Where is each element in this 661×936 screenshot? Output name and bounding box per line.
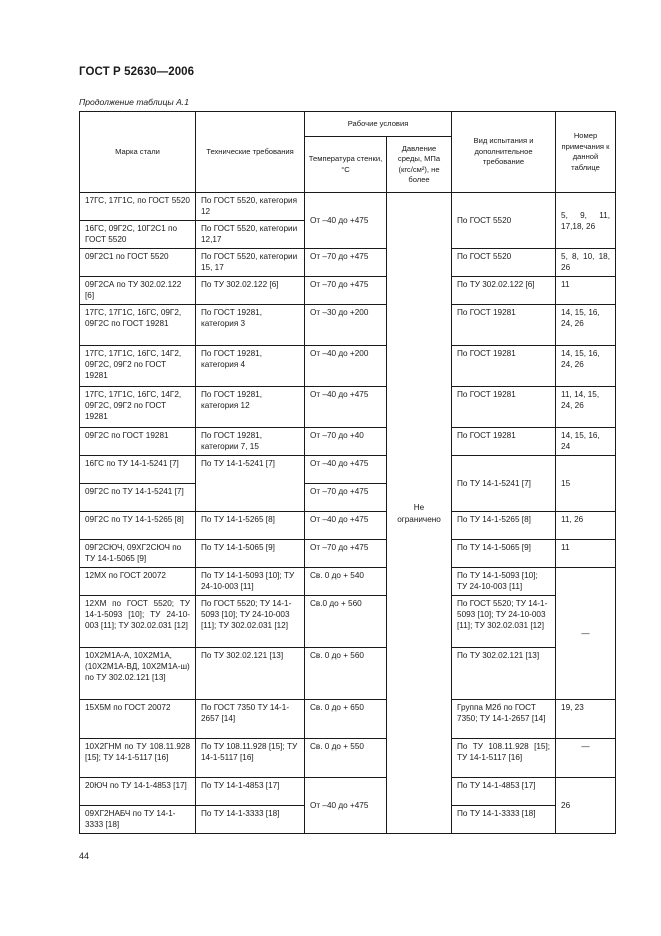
- header-working: Рабочие условия: [305, 112, 452, 137]
- table-cell: 15Х5М по ГОСТ 20072: [80, 700, 196, 739]
- header-temp: Температура стенки, °С: [305, 137, 387, 193]
- table-cell: 09ХГ2НАБЧ по ТУ 14-1-3333 [18]: [80, 806, 196, 834]
- table-cell: По ГОСТ 5520, категория 12: [196, 193, 305, 221]
- table-cell: По ГОСТ 19281: [452, 387, 556, 428]
- table-cell: По ТУ 14-1-5065 [9]: [196, 540, 305, 568]
- table-cell: По ТУ 14-1-4853 [17]: [196, 778, 305, 806]
- table-cell: Группа М2б по ГОСТ 7350; ТУ 14-1-2657 [14]: [452, 700, 556, 739]
- table-cell: 12ХМ по ГОСТ 5520; ТУ 14-1-5093 [10]; ТУ 24-10-003 [11]; ТУ 302.02.031 [12]: [80, 596, 196, 648]
- table-cell: По ТУ 302.02.122 [6]: [196, 277, 305, 305]
- table-cell: По ТУ 302.02.121 [13]: [196, 648, 305, 700]
- table-cell: 11, 26: [556, 512, 616, 540]
- table-cell: 17ГС, 17Г1С, 16ГС, 14Г2, 09Г2С, 09Г2 по ГОСТ 19281: [80, 346, 196, 387]
- table-cell: 09Г2С по ТУ 14-1-5241 [7]: [80, 484, 196, 512]
- table-cell: —: [556, 739, 616, 778]
- table-cell: 09Г2С по ГОСТ 19281: [80, 428, 196, 456]
- table-cell: По ТУ 14-1-5265 [8]: [196, 512, 305, 540]
- table-cell: 14, 15, 16, 24, 26: [556, 305, 616, 346]
- table-cell: От –70 до +475: [305, 277, 387, 305]
- table-cell: По ТУ 14-1-4853 [17]: [452, 778, 556, 806]
- table-cell: 26: [556, 778, 616, 834]
- table-cell: По ТУ 14-1-5065 [9]: [452, 540, 556, 568]
- table-cell: 19, 23: [556, 700, 616, 739]
- table-cell: По ГОСТ 5520, категории 15, 17: [196, 249, 305, 277]
- header-test: Вид испытания и дополнительное требование: [452, 112, 556, 193]
- header-note: Номер примечания к данной таблице: [556, 112, 616, 193]
- header-steel: Марка стали: [80, 112, 196, 193]
- table-cell: По ГОСТ 19281, категория 3: [196, 305, 305, 346]
- table-cell: По ГОСТ 19281: [452, 346, 556, 387]
- table-cell: От –40 до +200: [305, 346, 387, 387]
- table-cell: По ТУ 14-1-5241 [7]: [196, 456, 305, 512]
- steel-table: [79, 111, 616, 834]
- table-cell: По ТУ 14-1-5265 [8]: [452, 512, 556, 540]
- table-cell: От –70 до +40: [305, 428, 387, 456]
- table-cell: Св. 0 до + 540: [305, 568, 387, 596]
- table-cell: 20ЮЧ по ТУ 14-1-4853 [17]: [80, 778, 196, 806]
- table-cell: 5, 8, 10, 18, 26: [556, 249, 616, 277]
- table-cell: От –40 до +475: [305, 512, 387, 540]
- table-cell: По ГОСТ 19281, категория 12: [196, 387, 305, 428]
- table-cell: 10Х2М1А-А, 10Х2М1А, (10Х2М1А-ВД, 10Х2М1А-ш) по ТУ 302.02.121 [13]: [80, 648, 196, 700]
- table-cell: 17ГС, 17Г1С, 16ГС, 09Г2, 09Г2С по ГОСТ 19281: [80, 305, 196, 346]
- table-cell: По ТУ 108.11.928 [15]; ТУ 14-1-5117 [16]: [452, 739, 556, 778]
- table-cell: 16ГС, 09Г2С, 10Г2С1 по ГОСТ 5520: [80, 221, 196, 249]
- table-cell: 14, 15, 16, 24: [556, 428, 616, 456]
- table-cell: По ГОСТ 5520; ТУ 14-1-5093 [10]; ТУ 24-10-003 [11]; ТУ 302.02.031 [12]: [196, 596, 305, 648]
- table-cell: От –70 до +475: [305, 484, 387, 512]
- table-cell: От –70 до +475: [305, 249, 387, 277]
- table-cell: По ТУ 302.02.121 [13]: [452, 648, 556, 700]
- table-cell: —: [556, 568, 616, 700]
- table-cell: По ГОСТ 19281: [452, 428, 556, 456]
- table-cell: 15: [556, 456, 616, 512]
- table-cell: По ГОСТ 5520: [452, 193, 556, 249]
- table-cell: Св.0 до + 560: [305, 596, 387, 648]
- table-cell: По ТУ 14-1-5093 [10]; ТУ 24-10-003 [11]: [196, 568, 305, 596]
- table-cell: 17ГС, 17Г1С, по ГОСТ 5520: [80, 193, 196, 221]
- table-cell: По ГОСТ 5520, категории 12,17: [196, 221, 305, 249]
- table-cell: По ГОСТ 7350 ТУ 14-1-2657 [14]: [196, 700, 305, 739]
- table-cell: 09Г2С по ТУ 14-1-5265 [8]: [80, 512, 196, 540]
- table-cell: 17ГС, 17Г1С, 16ГС, 14Г2, 09Г2С, 09Г2 по ГОСТ 19281: [80, 387, 196, 428]
- table-cell: По ТУ 108.11.928 [15]; ТУ 14-1-5117 [16]: [196, 739, 305, 778]
- table-cell: 5, 9, 11, 17,18, 26: [556, 193, 616, 249]
- table-cell: По ТУ 14-1-3333 [18]: [196, 806, 305, 834]
- table-cell: Св. 0 до + 550: [305, 739, 387, 778]
- table-cell: 11, 14, 15, 24, 26: [556, 387, 616, 428]
- header-tech: Технические требования: [196, 112, 305, 193]
- table-cell: По ГОСТ 5520: [452, 249, 556, 277]
- page-number: 44: [79, 851, 90, 861]
- table-cell: 09Г2С1 по ГОСТ 5520: [80, 249, 196, 277]
- table-cell: 16ГС по ТУ 14-1-5241 [7]: [80, 456, 196, 484]
- table-cell: 12МХ по ГОСТ 20072: [80, 568, 196, 596]
- table-cell: По ТУ 14-1-5241 [7]: [452, 456, 556, 512]
- table-cell: 11: [556, 540, 616, 568]
- table-cell: По ТУ 302.02.122 [6]: [452, 277, 556, 305]
- table-cell: Св. 0 до + 650: [305, 700, 387, 739]
- table-cell: От –40 до +475: [305, 456, 387, 484]
- table-cell: От –40 до +475: [305, 387, 387, 428]
- table-cell: 09Г2СА по ТУ 302.02.122 [6]: [80, 277, 196, 305]
- table-cell: По ТУ 14-1-5093 [10]; ТУ 24-10-003 [11]: [452, 568, 556, 596]
- table-cell: Св. 0 до + 560: [305, 648, 387, 700]
- document-title: ГОСТ Р 52630—2006: [79, 66, 195, 78]
- table-cell: 09Г2СЮЧ, 09ХГ2СЮЧ по ТУ 14-1-5065 [9]: [80, 540, 196, 568]
- table-cell: От –40 до +475: [305, 778, 387, 834]
- table-cell: По ТУ 14-1-3333 [18]: [452, 806, 556, 834]
- table-cell: По ГОСТ 19281: [452, 305, 556, 346]
- table-cell: По ГОСТ 19281, категория 4: [196, 346, 305, 387]
- table-cell: От –70 до +475: [305, 540, 387, 568]
- pressure-merged-cell: Не ограничено: [387, 193, 452, 834]
- table-cell: 11: [556, 277, 616, 305]
- table-cell: От –30 до +200: [305, 305, 387, 346]
- table-cell: По ГОСТ 5520; ТУ 14-1-5093 [10]; ТУ 24-10-003 [11]; ТУ 302.02.031 [12]: [452, 596, 556, 648]
- table-cell: 10Х2ГНМ по ТУ 108.11.928 [15]; ТУ 14-1-5117 [16]: [80, 739, 196, 778]
- table-cell: По ГОСТ 19281, категории 7, 15: [196, 428, 305, 456]
- table-cell: От –40 до +475: [305, 193, 387, 249]
- table-cell: 14, 15, 16, 24, 26: [556, 346, 616, 387]
- header-pressure: Давление среды, МПа (кгс/см²), не более: [387, 137, 452, 193]
- table-caption: Продолжение таблицы А.1: [79, 97, 189, 107]
